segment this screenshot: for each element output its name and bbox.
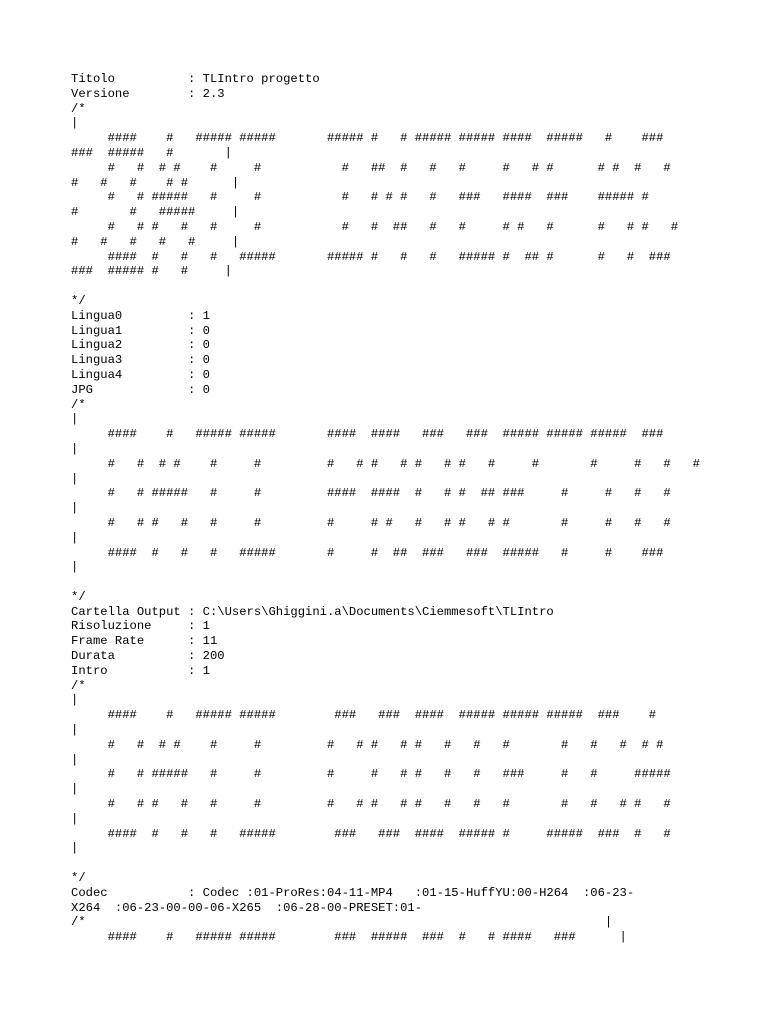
text-line: | bbox=[71, 412, 79, 427]
text-line: Lingua3 : 0 bbox=[71, 353, 210, 368]
text-line: # # # # # # # # ## # # # # # # # # # bbox=[71, 219, 679, 234]
text-line: # # ##### | bbox=[71, 205, 240, 220]
text-line: | bbox=[71, 723, 79, 738]
text-line: JPG : 0 bbox=[71, 382, 210, 397]
text-line: /* bbox=[71, 101, 86, 116]
text-line bbox=[71, 279, 731, 294]
text-line: Intro : 1 bbox=[71, 663, 210, 678]
text-line: | bbox=[71, 752, 79, 767]
text-line: # # # # # | bbox=[71, 234, 240, 249]
text-line: #### # # # ##### # # ## ### ### ##### # # ### bbox=[71, 545, 664, 560]
text-line: /* bbox=[71, 397, 86, 412]
text-line: #### # ##### ##### ##### # # ##### ##### #### ##### # ### bbox=[71, 131, 664, 146]
text-line: Durata : 200 bbox=[71, 649, 225, 664]
text-line: #### # # # ##### ### ### #### ##### # ##### ### # # bbox=[71, 826, 671, 841]
text-line: #### # ##### ##### ### ### #### ##### ##### ##### ### # bbox=[71, 708, 657, 723]
text-line: ### ##### # # | bbox=[71, 264, 232, 279]
text-line: Lingua0 : 1 bbox=[71, 308, 210, 323]
text-line: Frame Rate : 11 bbox=[71, 634, 218, 649]
text-line: Lingua1 : 0 bbox=[71, 323, 210, 338]
text-line: # # # # # # # # # # # # # # # # # # # bbox=[71, 737, 664, 752]
text-line: ### ##### # | bbox=[71, 145, 232, 160]
text-line: # # # # # # # # # # # # # # # # # # bbox=[71, 515, 671, 530]
text-line: # # # # # # # # # # # # # # # # # # # bbox=[71, 456, 700, 471]
text-line: #### # # # ##### ##### # # # ##### # ## # # # ### bbox=[71, 249, 671, 264]
text-line: | bbox=[71, 782, 79, 797]
document-page bbox=[71, 72, 731, 945]
text-line: # # ##### # # # # # # # ### #### ### ##### # bbox=[71, 190, 649, 205]
text-line: | bbox=[71, 811, 79, 826]
text-line: Codec : Codec :01-ProRes:04-11-MP4 :01-15-HuffYU:00-H264 :06-23- bbox=[71, 885, 635, 900]
text-line: Titolo : TLIntro progetto bbox=[71, 72, 320, 86]
text-line: | bbox=[71, 471, 79, 486]
text-line: | bbox=[71, 501, 79, 516]
text-line: | bbox=[71, 116, 79, 131]
text-line: | bbox=[71, 841, 79, 856]
text-line: Lingua4 : 0 bbox=[71, 367, 210, 382]
text-line: */ bbox=[71, 589, 86, 604]
text-line: /* | bbox=[71, 915, 613, 930]
text-line: */ bbox=[71, 871, 86, 886]
text-line: | bbox=[71, 693, 79, 708]
text-line bbox=[71, 575, 731, 590]
text-line: # # # # # # # # # # # # # # # # # # # bbox=[71, 797, 671, 812]
text-line: /* bbox=[71, 678, 86, 693]
text-line: | bbox=[71, 441, 79, 456]
text-line: # # ##### # # # # # # # # ### # # ##### bbox=[71, 767, 671, 782]
text-line: # # # # # | bbox=[71, 175, 240, 190]
text-line: */ bbox=[71, 293, 86, 308]
text-line: | bbox=[71, 530, 79, 545]
text-line: Lingua2 : 0 bbox=[71, 338, 210, 353]
text-line: Versione : 2.3 bbox=[71, 86, 225, 101]
text-line: #### # ##### ##### ### ##### ### # # #### ### | bbox=[71, 930, 627, 945]
text-line: Cartella Output : C:\Users\Ghiggini.a\Documents\Ciemmesoft\TLIntro bbox=[71, 604, 554, 619]
text-line: # # # # # # # ## # # # # # # # # # # bbox=[71, 160, 671, 175]
text-line: | bbox=[71, 560, 79, 575]
text-line: #### # ##### ##### #### #### ### ### ##### ##### ##### ### bbox=[71, 427, 664, 442]
text-line: Risoluzione : 1 bbox=[71, 619, 210, 634]
text-line: X264 :06-23-00-00-06-X265 :06-28-00-PRESET:01- bbox=[71, 900, 423, 915]
text-line bbox=[71, 856, 731, 871]
text-line: # # ##### # # #### #### # # # ## ### # # # # bbox=[71, 486, 671, 501]
